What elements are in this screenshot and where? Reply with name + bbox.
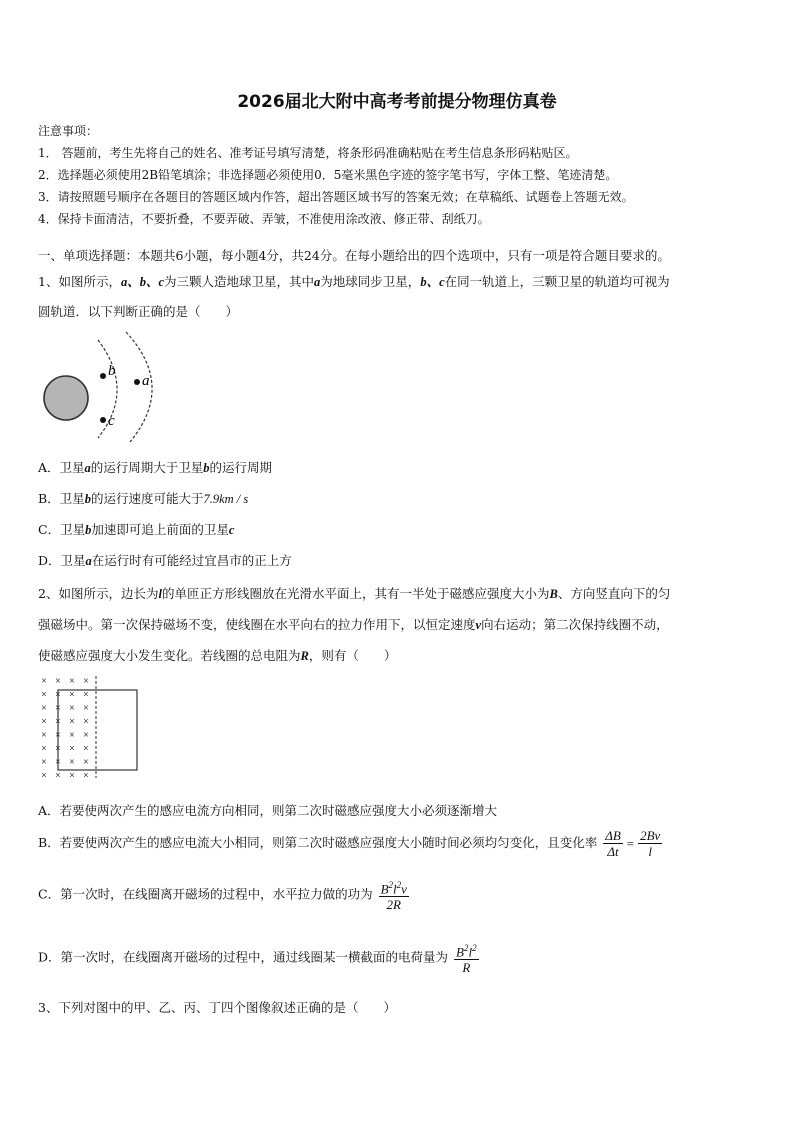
label-b: b [108,363,116,379]
label-a: a [142,373,150,389]
field-cross: × [69,689,75,701]
field-cross: × [69,757,75,768]
field-cross: × [41,743,47,755]
field-cross: × [55,676,61,687]
notes-item: 4．保持卡面清洁，不要折叠，不要弄破、弄皱，不准使用涂改液、修正带、刮纸刀。 [38,212,490,226]
q2-option-d: D．第一次时，在线圈离开磁场的过程中，通过线圈某一横截面的电荷量为 $\frac{B^2l^2}{R}$ [38,943,477,976]
field-cross-marks [41,676,89,782]
field-cross: × [83,743,89,755]
field-cross: × [69,730,75,741]
field-cross: × [55,703,61,714]
section-heading: 一、单项选择题：本题共6小题，每小题4分，共24分。在每小题给出的四个选项中，只有一项是符合题目要求的。 [38,248,670,263]
field-cross: × [41,757,47,768]
field-cross: × [41,703,47,714]
field-cross: × [55,730,61,741]
fraction-dB-dt: $\frac{\Delta B}{\Delta t}$ [605,828,621,859]
q1-option-b: B．卫星b的运行速度可能大于7.9km / s [38,491,249,506]
satellite-c [100,417,106,423]
satellite-b [100,373,106,379]
field-cross: × [55,689,61,701]
field-cross: × [83,676,89,687]
q1-stem-line1: 1、如图所示，a、b、c为三颗人造地球卫星，其中a为地球同步卫星，b、c在同一轨道上，三颗卫星的轨道均可视为 [38,274,670,289]
magnetic-field-figure [38,674,142,784]
label-c: c [108,413,115,429]
field-cross: × [83,716,89,728]
notes-heading: 注意事项： [38,124,99,138]
field-cross: × [55,757,61,768]
field-cross: × [41,716,47,728]
field-cross: × [83,703,89,714]
earth-circle [44,376,88,420]
field-cross: × [69,676,75,687]
field-cross: × [55,716,61,728]
field-cross: × [55,770,61,782]
field-cross: × [83,757,89,768]
field-cross: × [41,730,47,741]
field-cross: × [69,716,75,728]
field-cross: × [41,689,47,701]
q2-option-c: C．第一次时，在线圈离开磁场的过程中，水平拉力做的功为 $\frac{B^2l^2v}{2R}$ [38,880,407,913]
satellite-a [134,379,140,385]
field-cross: × [41,676,47,687]
q2-stem-line1: 2、如图所示，边长为l的单匝正方形线圈放在光滑水平面上，其有一半处于磁感应强度大小为B、方向竖直向下的匀 [38,586,671,601]
fraction-2Bv-l: $\frac{2Bv}{l}$ [640,828,661,859]
notes-item: 3．请按照题号顺序在各题目的答题区域内作答，超出答题区域书写的答案无效；在草稿纸、试题卷上答题无效。 [38,190,634,204]
field-cross: × [69,770,75,782]
field-cross: × [55,743,61,755]
q3-stem: 3、下列对图中的甲、乙、丙、丁四个图像叙述正确的是（ ） [38,1000,396,1015]
q2-stem-line2: 强磁场中。第一次保持磁场不变，使线圈在水平向右的拉力作用下，以恒定速度v向右运动；第二次保持线圈不动， [38,617,669,632]
q1-stem-line2: 圆轨道．以下判断正确的是（ ） [38,304,239,319]
field-cross: × [83,689,89,701]
field-cross: × [83,770,89,782]
q2-option-b: B．若要使两次产生的感应电流大小相同，则第二次时磁感应强度大小随时间必须均匀变化，且变化率 $\frac{\Delta B}{\Delta t}$ = $\frac{2Bv}{l}$ [38,828,661,859]
field-cross: × [69,703,75,714]
fraction-work: $\frac{B^2l^2v}{2R}$ [380,880,407,913]
fraction-charge: $\frac{B^2l^2}{R}$ [456,943,477,976]
field-cross: × [41,770,47,782]
notes-item: 2．选择题必须使用2B铅笔填涂；非选择题必须使用0．5毫米黑色字迹的签字笔书写，字体工整、笔迹清楚。 [38,168,618,182]
q2-option-a: A．若要使两次产生的感应电流方向相同，则第二次时磁感应强度大小必须逐渐增大 [38,803,498,818]
q1-option-a: A．卫星a的运行周期大于卫星b的运行周期 [38,460,273,475]
field-cross: × [83,730,89,741]
notes-item: 1． 答题前，考生先将自己的姓名、准考证号填写清楚，将条形码准确粘贴在考生信息条形码粘贴区。 [38,146,578,160]
q1-option-d: D．卫星a在运行时有可能经过宜昌市的正上方 [38,553,292,568]
satellite-orbit-figure [36,330,166,442]
q2-stem-line3: 使磁感应强度大小发生变化。若线圈的总电阻为R，则有（ ） [38,648,397,663]
page-title: 2026届北大附中高考考前提分物理仿真卷 [237,92,557,112]
field-cross: × [69,743,75,755]
q1-option-c: C．卫星b加速即可追上前面的卫星c [38,522,235,537]
